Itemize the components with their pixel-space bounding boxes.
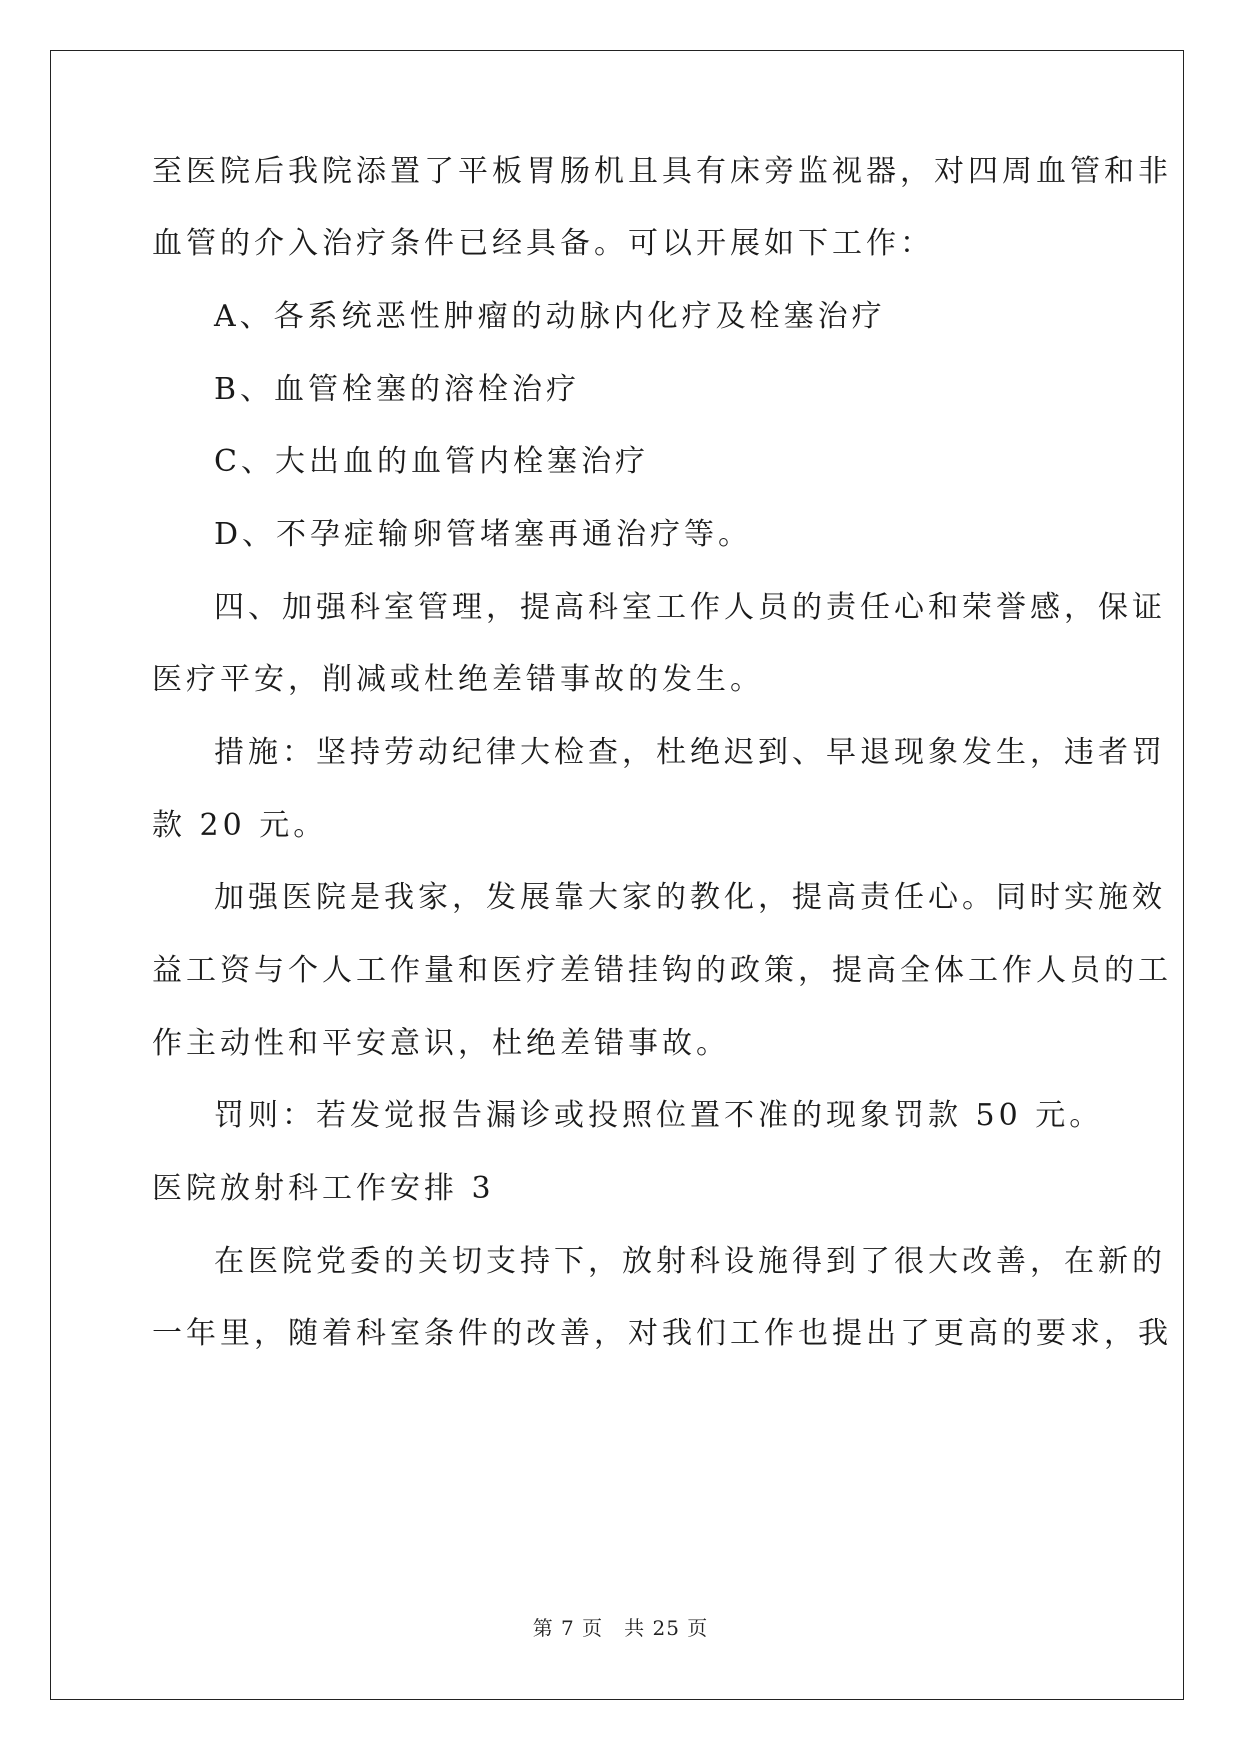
text-line: 一年里，随着科室条件的改善，对我们工作也提出了更高的要求，我 xyxy=(152,1316,1172,1351)
paragraph: 在医院党委的关切支持下，放射科设施得到了很大改善，在新的 xyxy=(214,1244,1166,1279)
list-item-b: B、血管栓塞的溶栓治疗 xyxy=(214,372,581,407)
text-line: 至医院后我院添置了平板胃肠机且具有床旁监视器，对四周血管和非 xyxy=(152,154,1172,189)
text-line: 血管的介入治疗条件已经具备。可以开展如下工作： xyxy=(152,226,934,261)
measures-paragraph: 措施：坚持劳动纪律大检查，杜绝迟到、早退现象发生，违者罚 xyxy=(214,735,1166,770)
list-item-a: A、各系统恶性肿瘤的动脉内化疗及栓塞治疗 xyxy=(214,299,886,334)
section-title: 医院放射科工作安排 3 xyxy=(152,1171,495,1206)
penalty-paragraph: 罚则：若发觉报告漏诊或投照位置不准的现象罚款 50 元。 xyxy=(214,1098,1104,1133)
section-heading-4: 四、加强科室管理，提高科室工作人员的责任心和荣誉感，保证 xyxy=(214,590,1166,625)
paragraph: 加强医院是我家，发展靠大家的教化，提高责任心。同时实施效 xyxy=(214,880,1166,915)
page-number-footer: 第 7 页 共 25 页 xyxy=(532,1616,709,1640)
text-line: 款 20 元。 xyxy=(152,808,328,843)
text-line: 医疗平安，削减或杜绝差错事故的发生。 xyxy=(152,662,764,697)
text-line: 益工资与个人工作量和医疗差错挂钩的政策，提高全体工作人员的工 xyxy=(152,953,1172,988)
text-line: 作主动性和平安意识，杜绝差错事故。 xyxy=(152,1026,730,1061)
list-item-d: D、不孕症输卵管堵塞再通治疗等。 xyxy=(214,517,753,552)
list-item-c: C、大出血的血管内栓塞治疗 xyxy=(214,444,649,479)
